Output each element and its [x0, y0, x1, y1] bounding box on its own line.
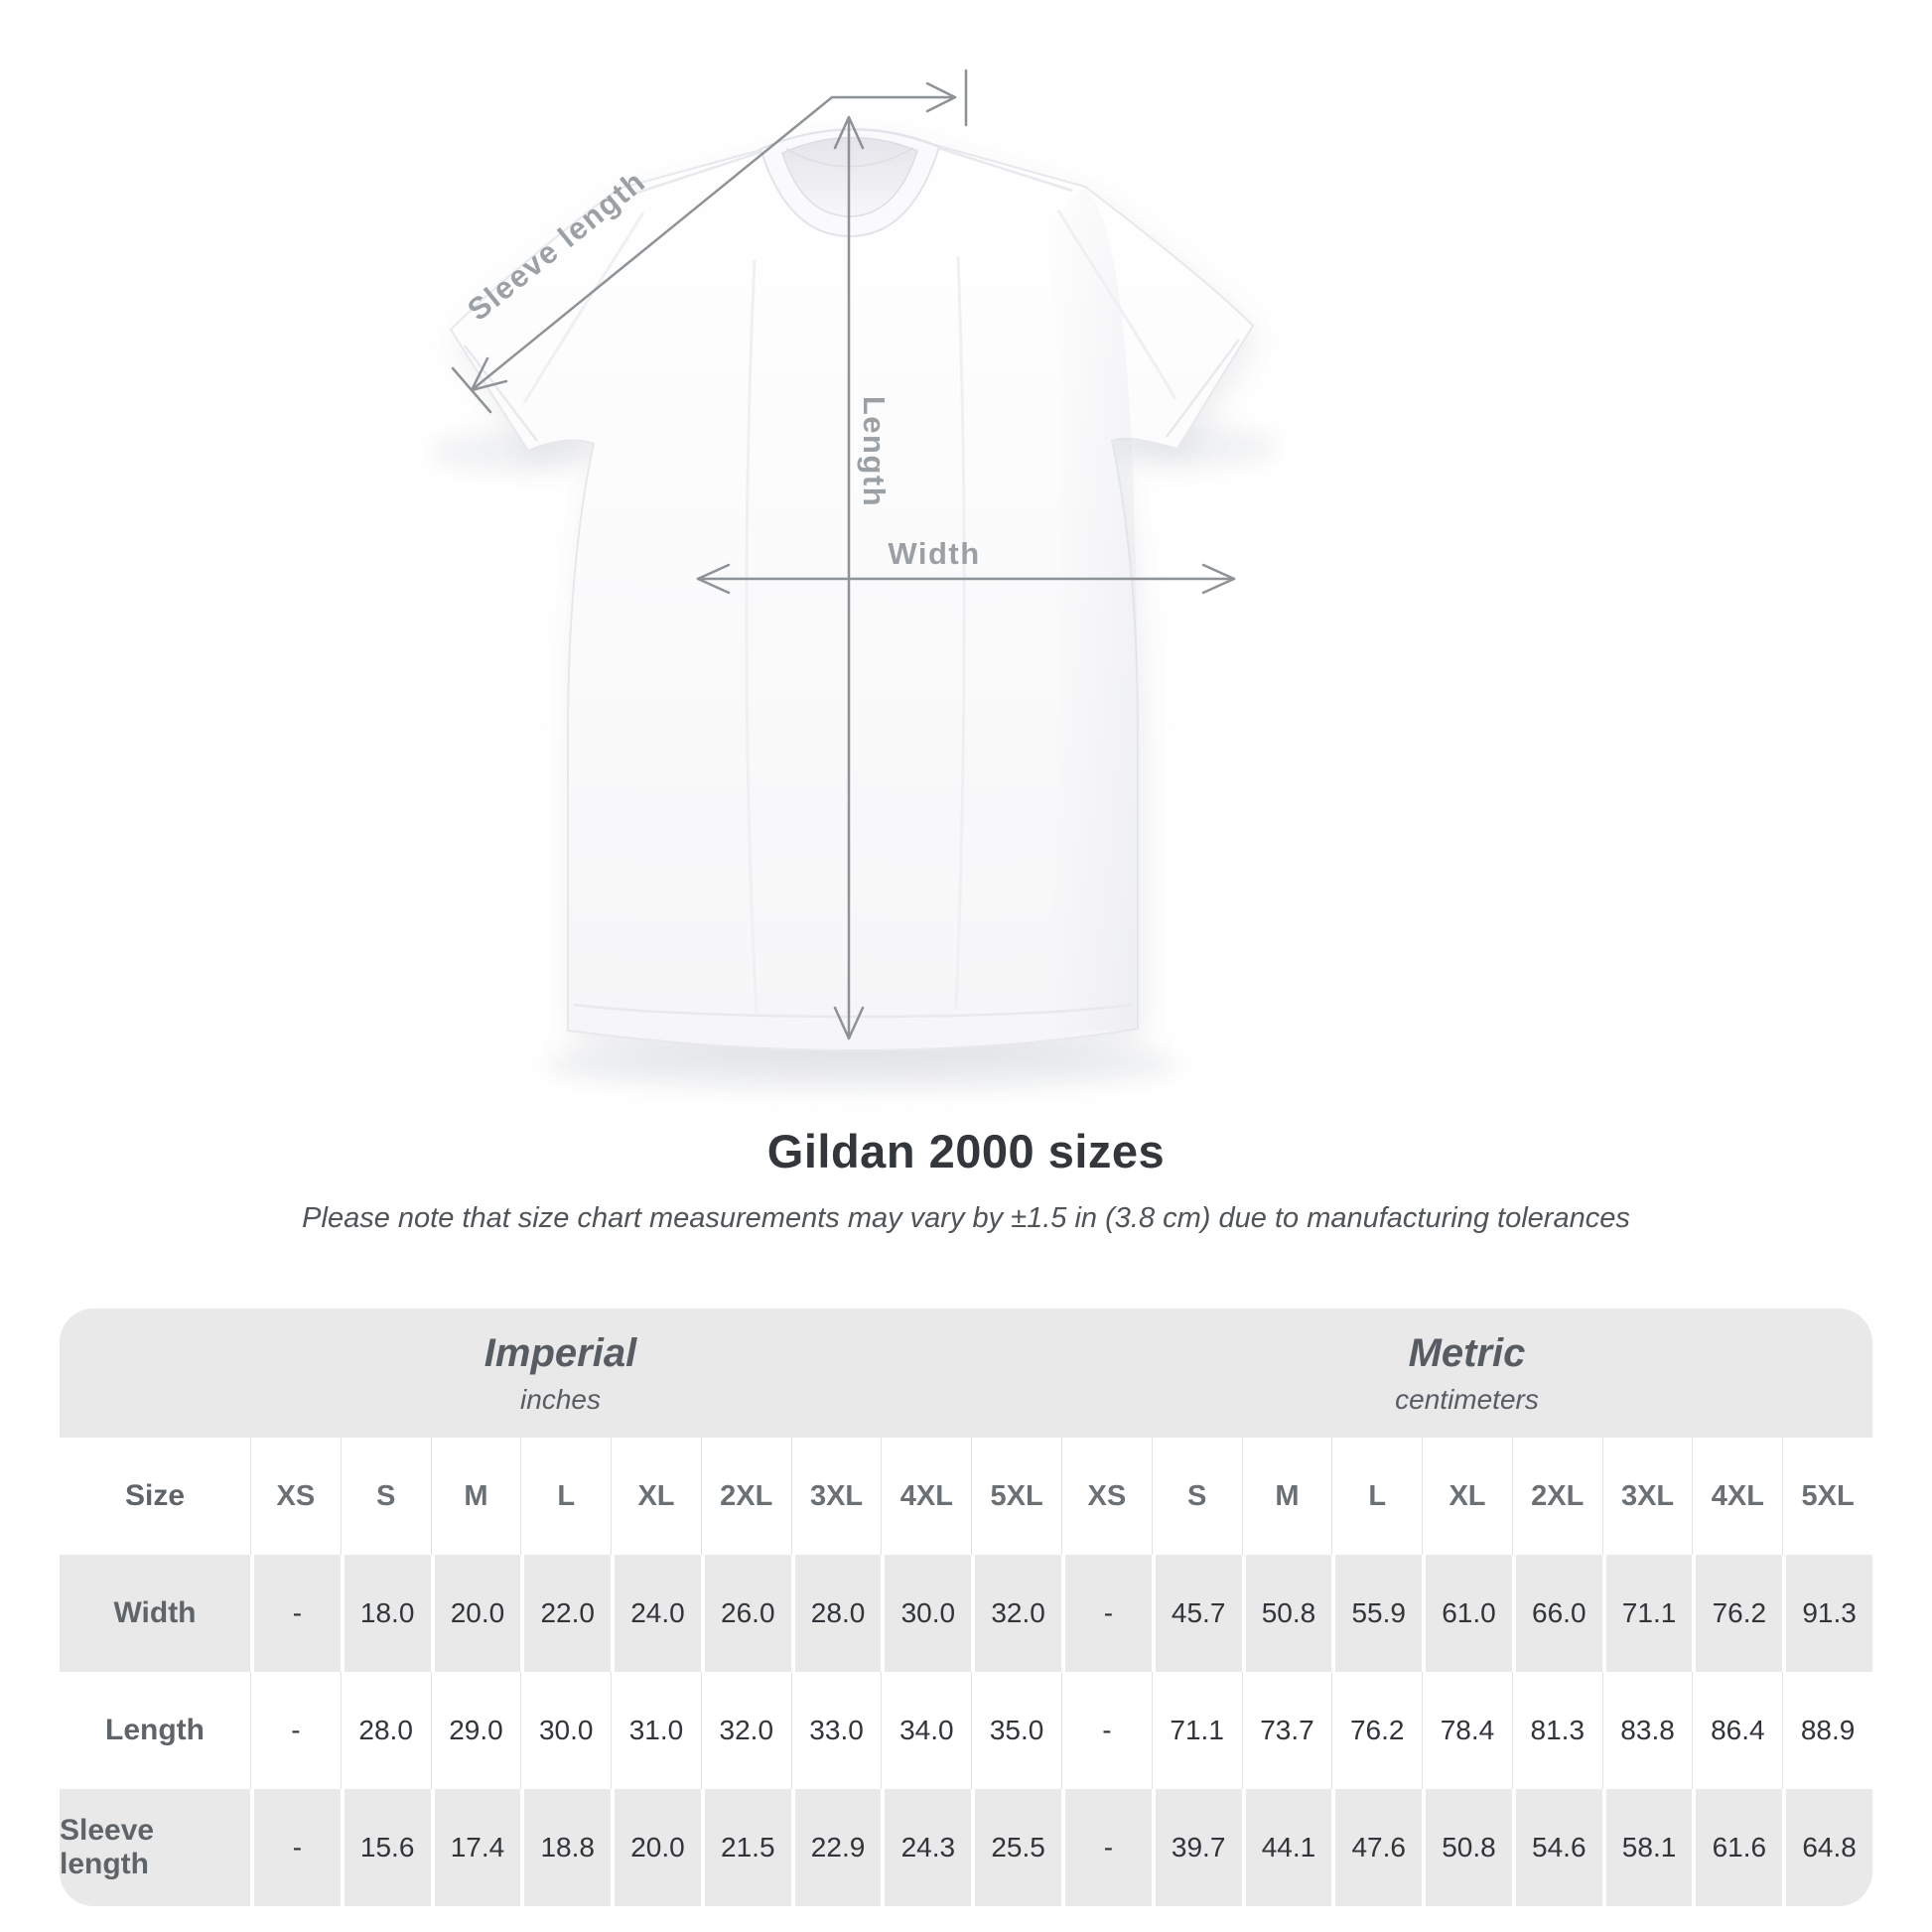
value-cell: 30.0	[520, 1672, 611, 1789]
value-cell: 76.2	[1692, 1555, 1782, 1672]
size-header-cell: 3XL	[1602, 1438, 1693, 1555]
value-cell: 24.0	[611, 1555, 701, 1672]
unit-group-row	[60, 1309, 1872, 1438]
size-header-cell: 4XL	[1692, 1438, 1782, 1555]
size-header-cell: XL	[611, 1438, 701, 1555]
value-cell: 18.0	[341, 1555, 431, 1672]
value-cell: 44.1	[1242, 1789, 1332, 1906]
value-cell: 39.7	[1152, 1789, 1242, 1906]
value-cell: 73.7	[1242, 1672, 1332, 1789]
value-cell: -	[1061, 1555, 1152, 1672]
value-cell: 25.5	[971, 1789, 1061, 1906]
value-cell: 30.0	[881, 1555, 971, 1672]
value-cell: 71.1	[1152, 1672, 1242, 1789]
value-cell: 86.4	[1692, 1672, 1782, 1789]
heading-block	[0, 1124, 1932, 1235]
value-cell: 45.7	[1152, 1555, 1242, 1672]
metric-group-header	[1061, 1309, 1872, 1438]
value-cell: 22.9	[791, 1789, 882, 1906]
size-header-cell: S	[1152, 1438, 1242, 1555]
length-label: Length	[856, 395, 892, 508]
value-cell: 28.0	[341, 1672, 431, 1789]
row-label: Sleeve length	[60, 1814, 155, 1880]
value-cell: 31.0	[611, 1672, 701, 1789]
size-header-cell: M	[1242, 1438, 1332, 1555]
imperial-group-unit: inches	[520, 1383, 601, 1415]
size-header-cell: 5XL	[971, 1438, 1061, 1555]
size-header-cell: 5XL	[1782, 1438, 1872, 1555]
value-cell: 61.0	[1422, 1555, 1512, 1672]
value-cell: 32.0	[971, 1555, 1061, 1672]
value-cell: 66.0	[1512, 1555, 1602, 1672]
size-grid	[60, 1438, 1872, 1906]
value-cell: 61.6	[1692, 1789, 1782, 1906]
tshirt-illustration	[451, 129, 1253, 1050]
value-cell: 55.9	[1331, 1555, 1422, 1672]
value-cell: 47.6	[1331, 1789, 1422, 1906]
value-cell: 76.2	[1331, 1672, 1422, 1789]
value-cell: 21.5	[701, 1789, 791, 1906]
page-title: Gildan 2000 sizes	[766, 1125, 1166, 1177]
value-cell: -	[250, 1672, 341, 1789]
value-cell: 81.3	[1512, 1672, 1602, 1789]
size-corner-header: Size	[60, 1438, 250, 1555]
size-header-cell: 4XL	[881, 1438, 971, 1555]
value-cell: 32.0	[701, 1672, 791, 1789]
value-cell: 50.8	[1242, 1555, 1332, 1672]
value-cell: -	[250, 1789, 341, 1906]
page-subtitle: Please note that size chart measurements may vary by ±1.5 in (3.8 cm) due to manufacturing tolerances	[302, 1202, 1630, 1234]
row-label: Width	[113, 1596, 197, 1629]
size-header-cell: 2XL	[1512, 1438, 1602, 1555]
value-cell: 58.1	[1602, 1789, 1693, 1906]
value-cell: 88.9	[1782, 1672, 1872, 1789]
value-cell: 50.8	[1422, 1789, 1512, 1906]
value-cell: 17.4	[431, 1789, 521, 1906]
value-cell: 33.0	[791, 1672, 882, 1789]
value-cell: 26.0	[701, 1555, 791, 1672]
size-header-cell: XL	[1422, 1438, 1512, 1555]
sleeve-length-label: Sleeve length	[461, 163, 652, 328]
size-header-cell: M	[431, 1438, 521, 1555]
size-header-cell: S	[341, 1438, 431, 1555]
value-cell: 64.8	[1782, 1789, 1872, 1906]
value-cell: 34.0	[881, 1672, 971, 1789]
value-cell: 71.1	[1602, 1555, 1693, 1672]
value-cell: -	[1061, 1789, 1152, 1906]
value-cell: 54.6	[1512, 1789, 1602, 1906]
width-label: Width	[888, 536, 981, 572]
value-cell: 28.0	[791, 1555, 882, 1672]
value-cell: 20.0	[611, 1789, 701, 1906]
value-cell: 35.0	[971, 1672, 1061, 1789]
value-cell: 91.3	[1782, 1555, 1872, 1672]
row-label: Length	[60, 1672, 250, 1789]
size-header-cell: L	[520, 1438, 611, 1555]
value-cell: -	[250, 1555, 341, 1672]
value-cell: -	[1061, 1672, 1152, 1789]
size-header-cell: XS	[1061, 1438, 1152, 1555]
value-cell: 15.6	[341, 1789, 431, 1906]
metric-group-label: Metric	[1408, 1330, 1526, 1375]
value-cell: 18.8	[520, 1789, 611, 1906]
value-cell: 24.3	[881, 1789, 971, 1906]
metric-group-unit: centimeters	[1395, 1383, 1539, 1415]
size-header-cell: 3XL	[791, 1438, 882, 1555]
size-header-cell: XS	[250, 1438, 341, 1555]
size-header-cell: L	[1331, 1438, 1422, 1555]
value-cell: 83.8	[1602, 1672, 1693, 1789]
value-cell: 78.4	[1422, 1672, 1512, 1789]
value-cell: 20.0	[431, 1555, 521, 1672]
value-cell: 22.0	[520, 1555, 611, 1672]
imperial-group-label: Imperial	[483, 1330, 637, 1375]
size-header-cell: 2XL	[701, 1438, 791, 1555]
value-cell: 29.0	[431, 1672, 521, 1789]
size-table	[60, 1309, 1872, 1906]
imperial-group-header	[60, 1309, 1061, 1438]
